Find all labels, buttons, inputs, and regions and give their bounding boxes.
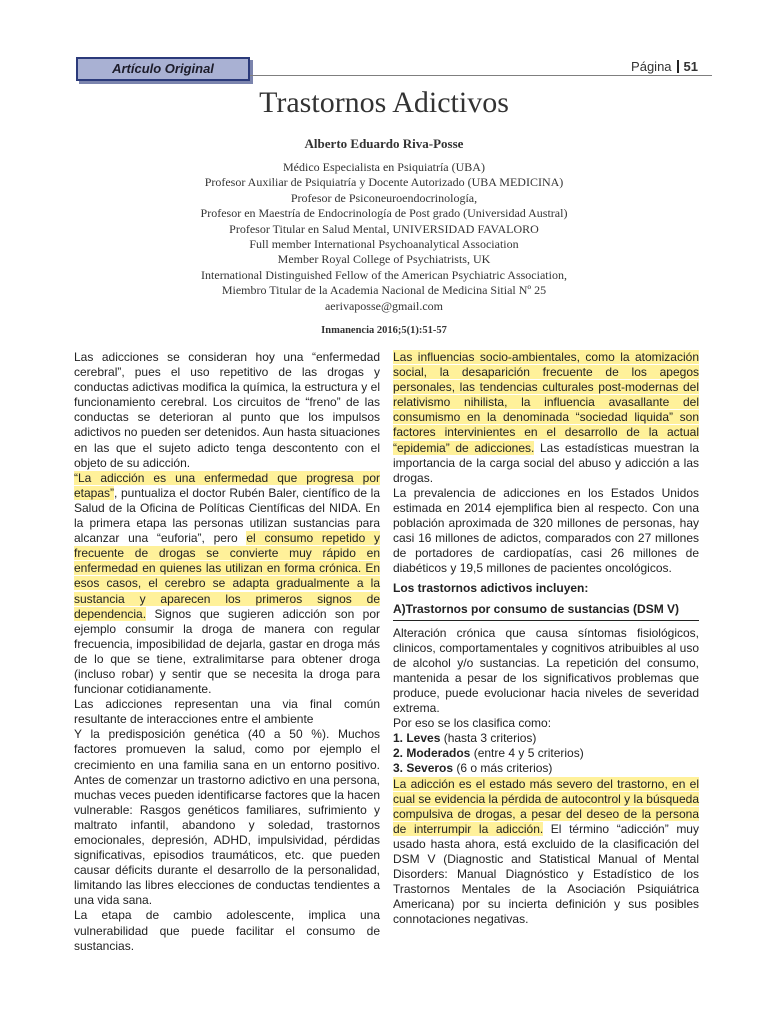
author-email: aerivaposse@gmail.com — [324, 298, 443, 313]
highlight: el consumo repetido y frecuente de drogas se convierte muy rápido en enfermedad en quienes las utilizan en forma crónica. En esos casos, el cerebro se adapta gradualmente a la sustancia y aparecen los primeros signos de dependencia. — [74, 531, 380, 621]
page-label: Página — [631, 59, 672, 74]
affiliation-line: Member Royal College of Psychiatrists, UK — [277, 252, 491, 267]
paragraph: La etapa de cambio adolescente, implica una vulnerabilidad que puede facilitar el consumo de sustancias. — [74, 908, 380, 953]
right-column — [393, 350, 699, 927]
paragraph: Alteración crónica que causa síntomas fisiológicos, clinicos, comportamentales y cognitivos atribuibles al uso de alcohol y/o sustancias. La repetición del consumo, mantenida a pesar de los significativos problemas que produce, puede evolucionar hacia niveles de severidad extrema. — [393, 625, 699, 716]
highlight: “La adicción es una enfermedad que progresa por etapas” — [74, 470, 380, 500]
affiliation-line: Full member International Psychoanalytical Association — [249, 237, 519, 252]
affiliations — [0, 160, 768, 314]
paragraph: Por eso se los clasifica como: — [393, 716, 552, 731]
page-number — [631, 59, 698, 74]
severity-label: 3. Severos — [393, 761, 454, 776]
affiliation-line: Profesor de Psiconeuroendocrinología, — [290, 190, 478, 205]
page-separator — [677, 60, 679, 73]
text-run: Las estadísticas muestran la importancia de la carga social del abuso y adicción a las drogas. — [393, 440, 699, 485]
affiliation-line: Miembro Titular de la Academia Nacional de Medicina Sitial Nº 25 — [221, 283, 547, 298]
citation: Inmanencia 2016;5(1):51-57 — [321, 325, 447, 336]
subsection-heading: A)Trastornos por consumo de sustancias (DSM V) — [393, 602, 699, 621]
author-name: Alberto Eduardo Riva-Posse — [304, 136, 464, 151]
page-number-value: 51 — [683, 59, 698, 74]
affiliation-line: Profesor en Maestría de Endocrinología de Post grado (Universidad Austral) — [200, 206, 568, 221]
section-tag-label: Artículo Original — [112, 61, 214, 76]
text-run: , puntualiza el doctor Rubén Baler, científico de la Salud de la Oficina de Políticas Científicas del NIDA. En la primera etapa las personas utilizan sustancias para alcanzar una “euforia”, pero — [74, 485, 380, 546]
paragraph — [393, 350, 699, 486]
section-heading: Los trastornos adictivos incluyen: — [393, 581, 589, 596]
highlight: Las influencias socio-ambientales, como la atomización social, la desaparición frecuente de los apegos personales, las tendencias culturales post-modernas del relativismo nihilista, la influencia avasallante del consumismo en la denominada “sociedad liquida” son factores intervinientes en el desarrollo de la actual “epidemia” de adicciones. — [393, 350, 699, 455]
severity-label: 2. Moderados — [393, 746, 471, 761]
paragraph: Las adicciones se consideran hoy una “enfermedad cerebral”, pues el uso repetitivo de las drogas y conductas adictivas modifica la química, la estructura y el funcionamiento cerebral. Los circuitos de “freno” de las conductas se deterioran al punto que los impulsos adictivos no pueden ser detenidos. Aun hasta situaciones en las que el sujeto adicto tenga descontento con el objeto de su adicción. — [74, 350, 380, 470]
text-run: El término “adicción” muy usado hasta ahora, está excluido de la clasificación del DSM V (Diagnostic and Statistical Manual of Mental Disorders: Manual Diagnóstico y Estadístico de los Trastornos Mentales de la Asociación Psiquiátrica Americana) por su incierta definición y sus posibles connotaciones negativas. — [393, 821, 699, 927]
affiliation-line: Profesor Auxiliar de Psiquiatría y Docente Autorizado (UBA MEDICINA) — [204, 175, 564, 190]
severity-level — [393, 731, 699, 746]
paragraph: La prevalencia de adicciones en los Estados Unidos estimada en 2014 ejemplifica bien al respecto. Con una población aproximada de 320 millones de personas, hay casi 16 millones de adictos, comparados con 27 millones de portadores de cardiopatías, casi 26 millones de diabéticos y 19,5 millones de pacientes oncológicos. — [393, 485, 699, 576]
header-rule — [250, 75, 712, 76]
highlight: La adicción es el estado más severo del trastorno, en el cual se evidencia la pérdida de autocontrol y la búsqueda compulsiva de drogas, a pesar del deseo de la persona de interrumpir la adicción. — [393, 776, 699, 836]
paragraph — [393, 777, 699, 928]
severity-level — [393, 746, 699, 761]
article-title: Trastornos Adictivos — [259, 86, 509, 119]
severity-level — [393, 761, 699, 776]
severity-detail: (6 o más criterios) — [453, 761, 553, 776]
severity-detail: (entre 4 y 5 criterios) — [470, 746, 584, 761]
affiliation-line: Profesor Titular en Salud Mental, UNIVERSIDAD FAVALORO — [229, 221, 539, 236]
paragraph — [74, 471, 380, 697]
text-run: Signos que sugieren adicción son por ejemplo consumir la droga de manera con regular frecuencia, imposibilidad de dejarla, gastar en droga más de lo que se tiene, extralimitarse para obtener droga (incluso robar) y sentir que se necesita la droga para funcionar cotidianamente. — [74, 606, 380, 697]
severity-detail: (hasta 3 criterios) — [440, 731, 537, 746]
paragraph: Y la predisposición genética (40 a 50 %). Muchos factores promueven la salud, como por ejemplo el crecimiento en una familia sana en un entorno positivo. Antes de comenzar un trastorno adictivo en una persona, muchas veces pueden identificarse factores que la hacen vulnerable: Rasgos genéticos familiares, sufrimiento y maltrato infantil, abandono y soledad, trastornos emocionales, depresión, ADHD, impulsividad, pérdidas significativas, episodios traumáticos, etc. que pueden causar déficits durante el desarrollo de la personalidad, limitando las libres elecciones de conductas tendientes a una vida sana. — [74, 727, 380, 908]
paragraph: Las adicciones representan una via final común resultante de interacciones entre el ambiente — [74, 697, 380, 727]
affiliation-line: Médico Especialista en Psiquiatría (UBA) — [283, 160, 485, 174]
section-tag — [76, 57, 250, 81]
left-column — [74, 350, 380, 954]
severity-label: 1. Leves — [393, 731, 441, 746]
affiliation-line: International Distinguished Fellow of the American Psychiatric Association, — [201, 267, 567, 282]
